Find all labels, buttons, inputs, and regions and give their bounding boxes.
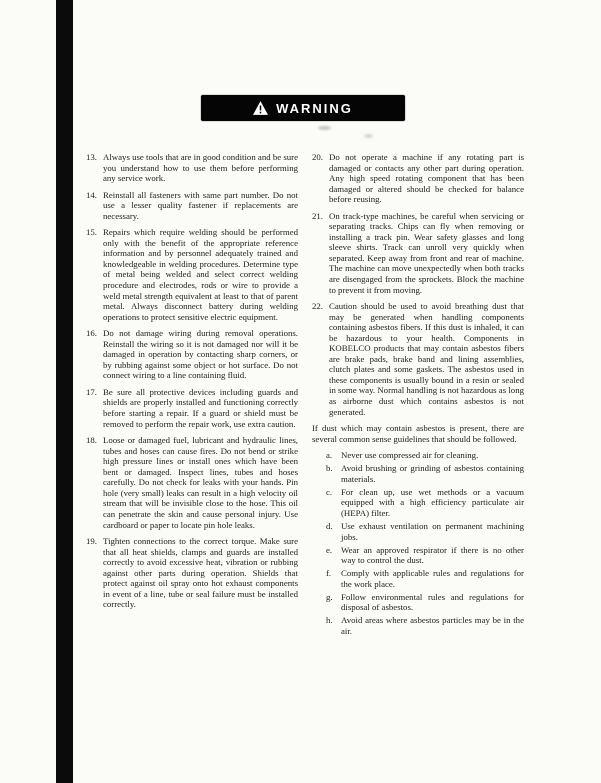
lettered-item-c — [312, 487, 524, 519]
item-letter: e. — [326, 544, 333, 555]
item-number: 16. — [86, 328, 97, 339]
item-text: Comply with applicable rules and regulations for the work place. — [341, 568, 524, 589]
right-column — [312, 152, 524, 639]
item-number: 18. — [86, 435, 97, 446]
item-text: Caution should be used to avoid breathing dust that may be generated when handling components containing asbestos fibers. If this dust is inhaled, it can be hazardous to your health. Components in KOBELCO products that may contain asbestos fibers are brake pads, brake band and lining assemblies, clutch plates and some gaskets. The asbestos used in these components is usually bound in a resin or sealed in some way. Normal handling is not hazardous as long as airborne dust which contains asbestos is not generated. — [329, 301, 524, 417]
item-number: 22. — [312, 301, 323, 312]
warning-banner-label: WARNING — [276, 100, 353, 116]
item-letter: d. — [326, 521, 333, 531]
lettered-item-h — [312, 615, 524, 636]
list-item-17 — [86, 387, 298, 429]
item-number: 20. — [312, 152, 323, 162]
item-text: Use exhaust ventilation on permanent machining jobs. — [341, 521, 524, 542]
item-text: Avoid areas where asbestos particles may be in the air. — [341, 615, 524, 636]
list-item-16 — [86, 328, 298, 381]
item-text: Do not operate a machine if any rotating part is damaged or contacts any other part during operation. Any high speed rotating component that has been damaged or altered should be checked for balance before reusing. — [329, 152, 524, 205]
page-body — [86, 152, 524, 639]
list-item-13 — [86, 152, 298, 184]
binding-edge-bar — [56, 0, 73, 783]
item-letter: a. — [326, 450, 333, 461]
list-item-20 — [312, 152, 524, 205]
item-number: 15. — [86, 227, 97, 238]
item-number: 14. — [86, 189, 97, 200]
item-text: Wear an approved respirator if there is no other way to control the dust. — [341, 544, 524, 566]
lettered-item-a — [312, 450, 524, 461]
item-text: Never use compressed air for cleaning. — [341, 450, 479, 461]
warning-banner — [201, 95, 405, 121]
item-text: On track-type machines, be careful when servicing or separating tracks. Chips can fly when removing or installing a track pin. Wear safety glasses and long sleeve shirts. Track can unroll very quickly when separated. Keep away from front and rear of machine. The machine can move unexpectedly when both tracks are disengaged from the sprockets. Block the machine to prevent it from moving. — [329, 210, 524, 295]
item-text: Repairs which require welding should be performed only with the benefit of the appropriate reference information and by personnel adequately trained and knowledgeable in welding procedures. Determine type of metal being welded and select correct welding procedure and electrodes, rods or wire to provide a weld metal strength equivalent at least to that of parent metal. Always disconnect battery during welding operations to protect sensitive electric equipment. — [103, 227, 298, 322]
list-item-19 — [86, 536, 298, 610]
item-text: Follow environmental rules and regulations for disposal of asbestos. — [341, 591, 524, 613]
warning-triangle-icon — [253, 101, 268, 115]
list-item-21 — [312, 211, 524, 295]
item-letter: h. — [326, 615, 333, 626]
list-item-22 — [312, 301, 524, 417]
item-number: 19. — [86, 536, 97, 547]
scan-smudge — [318, 126, 331, 130]
item-text: Be sure all protective devices including guards and shields are properly installed and functioning correctly before starting a repair. If a guard or shield must be removed to perform the repair work, use extra caution. — [103, 386, 298, 429]
item-text: Loose or damaged fuel, lubricant and hydraulic lines, tubes and hoses can cause fires. Do not bend or strike high pressure lines or install ones which have been bent or damaged. Inspect lines, tubes and hoses carefully. Do not check for leaks with your hands. Pin hole (very small) leaks can result in a high velocity oil stream that will be invisible close to the hose. This oil can penetrate the skin and cause personal injury. Use cardboard or paper to locate pin hole leaks. — [103, 435, 298, 530]
item-text: Tighten connections to the correct torque. Make sure that all heat shields, clamps and guards are installed correctly to avoid excessive heat, vibration or rubbing against other parts during operation. Shields that protect against oil spray onto hot exhaust components in event of a line, tube or seal failure must be installed correctly. — [103, 536, 298, 610]
lettered-item-g — [312, 592, 524, 613]
item-text: For clean up, use wet methods or a vacuum equipped with a high efficiency particulate air (HEPA) filter. — [341, 486, 524, 518]
item-number: 13. — [86, 152, 97, 162]
left-column — [86, 152, 298, 639]
lettered-item-d — [312, 521, 524, 542]
item-letter: c. — [326, 486, 333, 497]
list-item-15 — [86, 227, 298, 322]
item-text: Always use tools that are in good condition and be sure you understand how to use them before performing any service work. — [103, 152, 298, 184]
lettered-item-e — [312, 545, 524, 566]
item-number: 21. — [312, 210, 323, 221]
item-text: Avoid brushing or grinding of asbestos containing materials. — [341, 463, 524, 484]
list-item-14 — [86, 190, 298, 222]
asbestos-guidelines-intro: If dust which may contain asbestos is present, there are several common sense guidelines that should be followed. — [312, 423, 524, 444]
item-text: Do not damage wiring during removal operations. Reinstall the wiring so it is not damaged nor will it be damaged in operation by contacting sharp corners, or by rubbing against some object or hot surface. Do not connect wiring to a line containing fluid. — [103, 328, 298, 381]
item-letter: g. — [326, 591, 333, 602]
scan-smudge — [364, 134, 373, 138]
item-letter: f. — [326, 568, 332, 579]
item-letter: b. — [326, 463, 333, 474]
lettered-item-f — [312, 568, 524, 589]
lettered-item-b — [312, 463, 524, 484]
item-number: 17. — [86, 386, 97, 397]
item-text: Reinstall all fasteners with same part number. Do not use a lesser quality fastener if replacements are necessary. — [103, 189, 298, 221]
list-item-18 — [86, 435, 298, 530]
